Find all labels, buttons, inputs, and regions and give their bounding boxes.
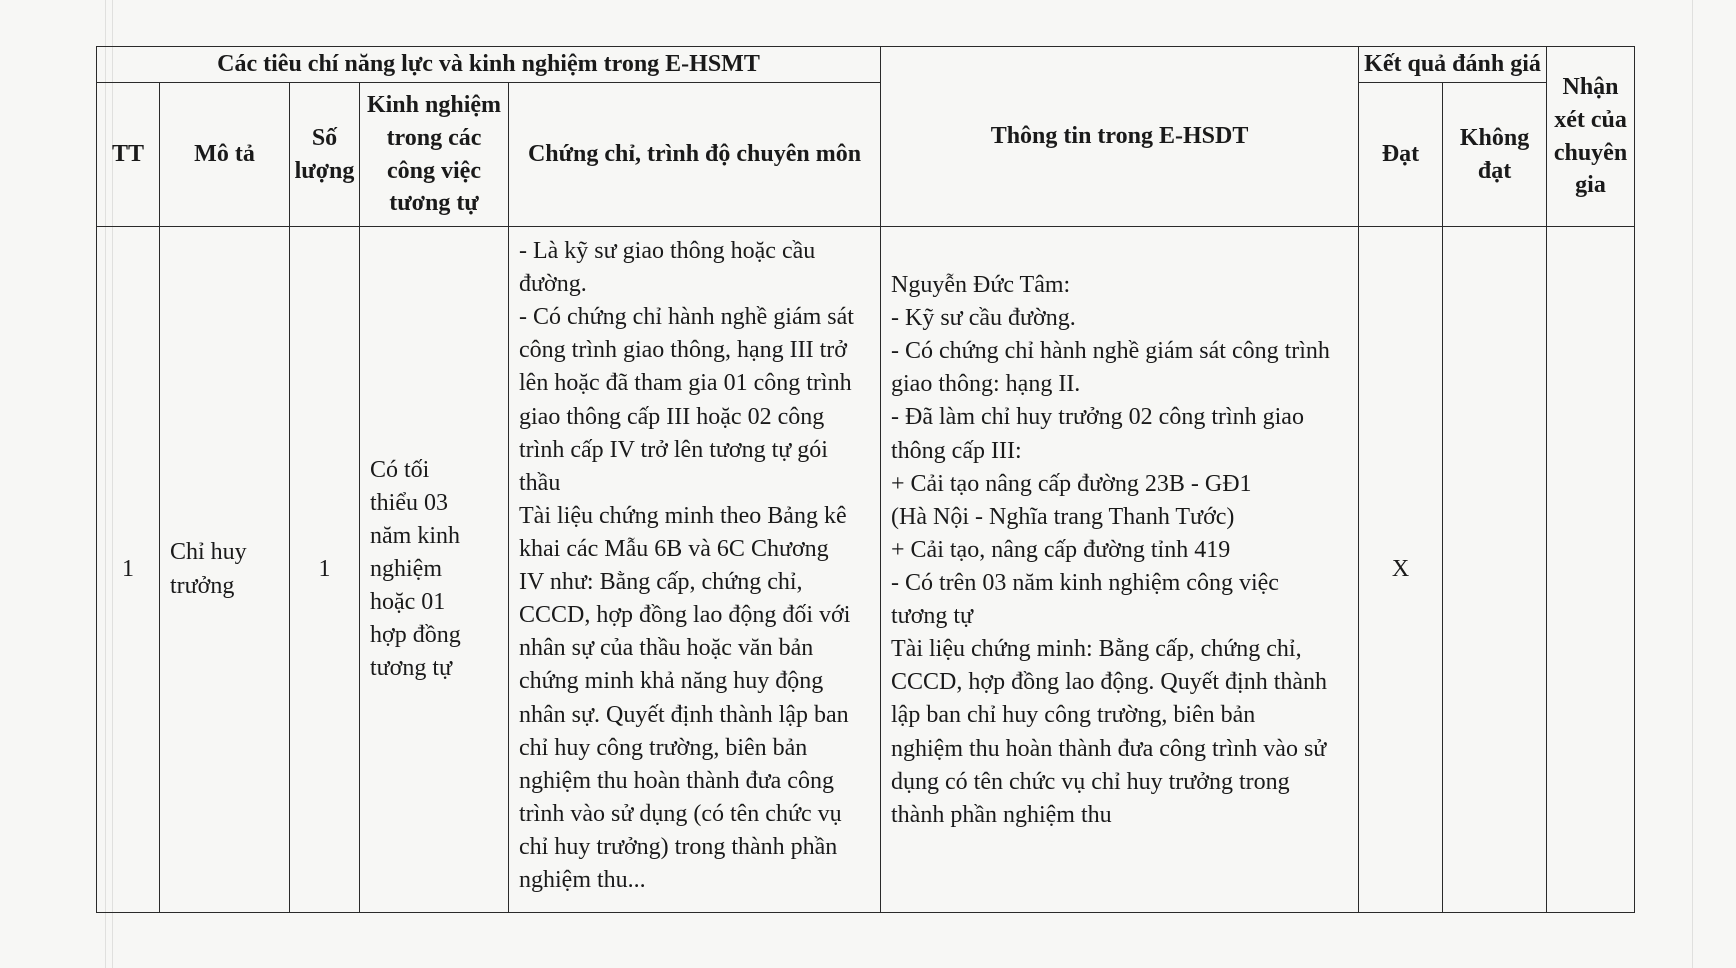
fail-mark-cell [1443, 227, 1547, 913]
header-group-row [97, 47, 1635, 83]
table-row [97, 227, 1635, 913]
experience-header: Kinh nghiệm trong các công việc tương tự [360, 83, 509, 227]
expert-comment-header: Nhận xét của chuyên gia [1547, 47, 1635, 227]
row-number-cell: 1 [97, 227, 160, 913]
ehsdt-info-cell: Nguyễn Đức Tâm: - Kỹ sư cầu đường. - Có chứng chỉ hành nghề giám sát công trình giao thông: hạng II. - Đã làm chỉ huy trưởng 02 công trình giao thông cấp III: + Cải tạo nâng cấp đường 23B - GĐ1 (Hà Nội - Nghĩa trang Thanh Tước) + Cải tạo, nâng cấp đường tỉnh 419 - Có trên 03 năm kinh nghiệm công việc tương tự Tài liệu chứng minh: Bằng cấp, chứng chỉ, CCCD, hợp đồng lao động. Quyết định thành lập ban chỉ huy công trường, biên bản nghiệm thu hoàn thành đưa công trình vào sử dụng có tên chức vụ chỉ huy trưởng trong thành phần nghiệm thu [881, 227, 1359, 913]
certificate-requirement-cell: - Là kỹ sư giao thông hoặc cầu đường. - Có chứng chỉ hành nghề giám sát công trình giao thông, hạng III trở lên hoặc đã tham gia 01 công trình giao thông cấp III hoặc 02 công trình cấp IV trở lên tương tự gói thầu Tài liệu chứng minh theo Bảng kê khai các Mẫu 6B và 6C Chương IV như: Bằng cấp, chứng chỉ, CCCD, hợp đồng lao động đối với nhân sự của thầu hoặc văn bản chứng minh khả năng huy động nhân sự. Quyết định thành lập ban chỉ huy công trường, biên bản nghiệm thu hoàn thành đưa công trình vào sử dụng (có tên chức vụ chỉ huy trưởng) trong thành phần nghiệm thu... [509, 227, 881, 913]
pass-header: Đạt [1359, 83, 1443, 227]
certificate-header: Chứng chỉ, trình độ chuyên môn [509, 83, 881, 227]
fail-header: Không đạt [1443, 83, 1547, 227]
quantity-header: Số lượng [290, 83, 360, 227]
description-header: Mô tả [160, 83, 290, 227]
ehsdt-info-header: Thông tin trong E-HSDT [881, 47, 1359, 227]
evaluation-table [96, 46, 1635, 913]
evaluation-result-group-header: Kết quả đánh giá [1359, 47, 1547, 83]
header-sub-row [97, 83, 1635, 227]
pass-mark-cell: X [1359, 227, 1443, 913]
scan-artifact [1692, 0, 1693, 968]
expert-comment-cell [1547, 227, 1635, 913]
description-cell: Chỉ huy trưởng [160, 227, 290, 913]
experience-cell: Có tối thiểu 03 năm kinh nghiệm hoặc 01 hợp đồng tương tự [360, 227, 509, 913]
quantity-cell: 1 [290, 227, 360, 913]
tt-header: TT [97, 83, 160, 227]
criteria-group-header: Các tiêu chí năng lực và kinh nghiệm trong E-HSMT [97, 47, 881, 83]
